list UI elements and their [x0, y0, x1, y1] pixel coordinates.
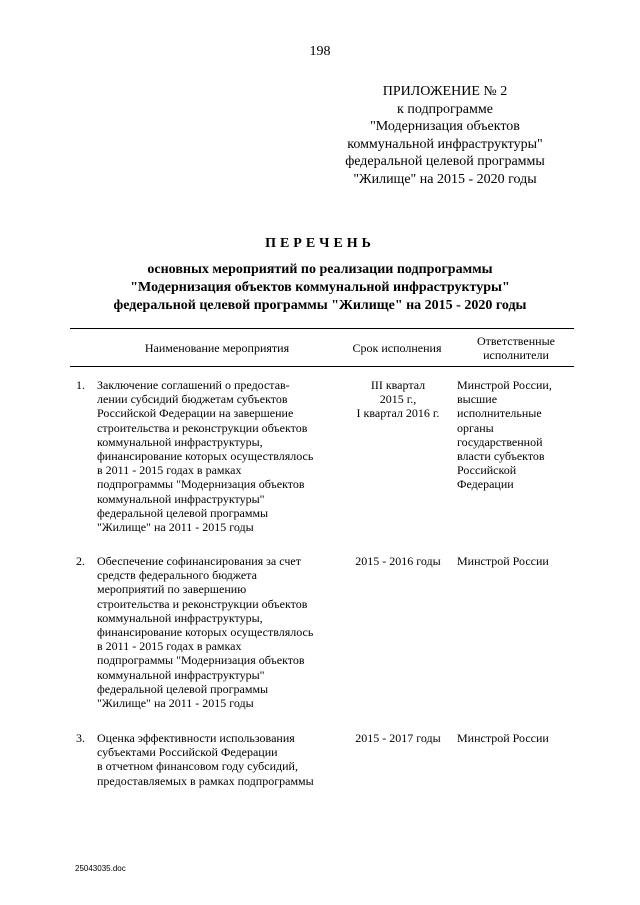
row-responsible-line: Минстрой России,: [457, 378, 552, 392]
row-responsible-line: Федерации: [457, 477, 514, 492]
column-header-responsible-line: исполнители: [483, 348, 549, 362]
row-term-line: 2015 - 2017 годы: [355, 731, 441, 745]
row-number: 1.: [76, 378, 85, 392]
row-name-line: в отчетном финансовом году субсидий,: [97, 759, 298, 774]
row-name-line: в 2011 - 2015 годах в рамках: [97, 463, 242, 478]
appendix-line: к подпрограмме: [397, 101, 493, 117]
row-name-line: коммунальной инфраструктуры,: [97, 434, 263, 449]
row-name-line: коммунальной инфраструктуры": [97, 491, 265, 506]
subtitle-line: федеральной целевой программы "Жилище" на 2015 - 2020 годы: [113, 298, 527, 313]
row-name: [97, 554, 342, 710]
row-responsible-line: Минстрой России: [457, 554, 549, 568]
document-subtitle: [0, 261, 640, 315]
row-name-line: строительства и реконструкции объектов: [97, 420, 308, 435]
row-name-line: федеральной целевой программы: [97, 681, 269, 696]
row-name-line: средств федерального бюджета: [97, 568, 257, 583]
row-term-line: I квартал 2016 г.: [356, 406, 440, 421]
row-responsible: [457, 378, 577, 492]
column-header-term: Срок исполнения: [352, 341, 442, 355]
row-name-line: предоставляемых в рамках подпрограммы: [97, 773, 314, 788]
column-header-name: Наименование мероприятия: [144, 341, 290, 355]
row-name-line: "Жилище" на 2011 - 2015 годы: [97, 520, 254, 535]
file-name-footer: 25043035.doc: [75, 864, 126, 873]
row-name: [97, 378, 342, 534]
row-name: [97, 731, 342, 788]
row-number: 2.: [76, 554, 85, 568]
row-name-line: "Жилище" на 2011 - 2015 годы: [97, 696, 254, 711]
row-responsible-line: власти субъектов: [457, 449, 545, 464]
row-name-line: коммунальной инфраструктуры": [97, 667, 265, 682]
appendix-line: "Жилище" на 2015 - 2020 годы: [353, 171, 537, 187]
row-responsible-line: Минстрой России: [457, 731, 549, 745]
appendix-line: федеральной целевой программы: [345, 154, 545, 169]
row-term: [346, 378, 450, 421]
row-name-line: подпрограммы "Модернизация объектов: [97, 477, 305, 492]
row-term-line: 2015 - 2016 годы: [355, 554, 441, 568]
row-name-line: Оценка эффективности использования: [97, 731, 295, 745]
document-title: ПЕРЕЧЕНЬ: [265, 236, 375, 251]
row-name-line: субъектами Российской Федерации: [97, 745, 278, 760]
row-term: [346, 554, 450, 568]
row-number: 3.: [76, 731, 85, 745]
row-name-line: лении субсидий бюджетам субъектов: [97, 392, 288, 407]
appendix-line: ПРИЛОЖЕНИЕ № 2: [382, 84, 508, 99]
subtitle-line: "Модернизация объектов коммунальной инфраструктуры": [130, 280, 510, 295]
appendix-line: "Модернизация объектов: [370, 119, 520, 134]
row-responsible-line: Российской: [457, 463, 517, 478]
row-term-line: 2015 г.,: [379, 392, 417, 407]
column-header-responsible: [455, 334, 577, 362]
column-header-responsible-line: Ответственные: [477, 334, 555, 348]
row-responsible: [457, 731, 577, 745]
row-responsible-line: высшие: [457, 392, 498, 407]
appendix-block: [310, 83, 580, 188]
row-name-line: федеральной целевой программы: [97, 505, 269, 520]
row-name-line: строительства и реконструкции объектов: [97, 596, 308, 611]
appendix-line: коммунальной инфраструктуры": [347, 136, 543, 152]
row-name-line: в 2011 - 2015 годах в рамках: [97, 639, 242, 654]
page-number: 198: [309, 44, 331, 59]
row-name-line: Заключение соглашений о предостав-: [97, 378, 290, 392]
row-term: [346, 731, 450, 745]
row-name-line: Российской Федерации на завершение: [97, 406, 294, 421]
row-responsible-line: органы: [457, 420, 494, 435]
row-responsible-line: государственной: [457, 434, 543, 449]
table-top-rule: [70, 328, 574, 329]
row-term-line: III квартал: [370, 378, 426, 392]
row-name-line: подпрограммы "Модернизация объектов: [97, 653, 305, 668]
row-responsible: [457, 554, 577, 568]
row-name-line: Обеспечение софинансирования за счет: [97, 554, 301, 568]
row-name-line: коммунальной инфраструктуры,: [97, 610, 263, 625]
table-header-rule: [70, 366, 574, 367]
row-responsible-line: исполнительные: [457, 406, 542, 421]
subtitle-line: основных мероприятий по реализации подпрограммы: [147, 262, 493, 277]
row-name-line: мероприятий по завершению: [97, 582, 247, 597]
row-name-line: финансирование которых осуществлялось: [97, 625, 314, 640]
row-name-line: финансирование которых осуществлялось: [97, 449, 314, 464]
